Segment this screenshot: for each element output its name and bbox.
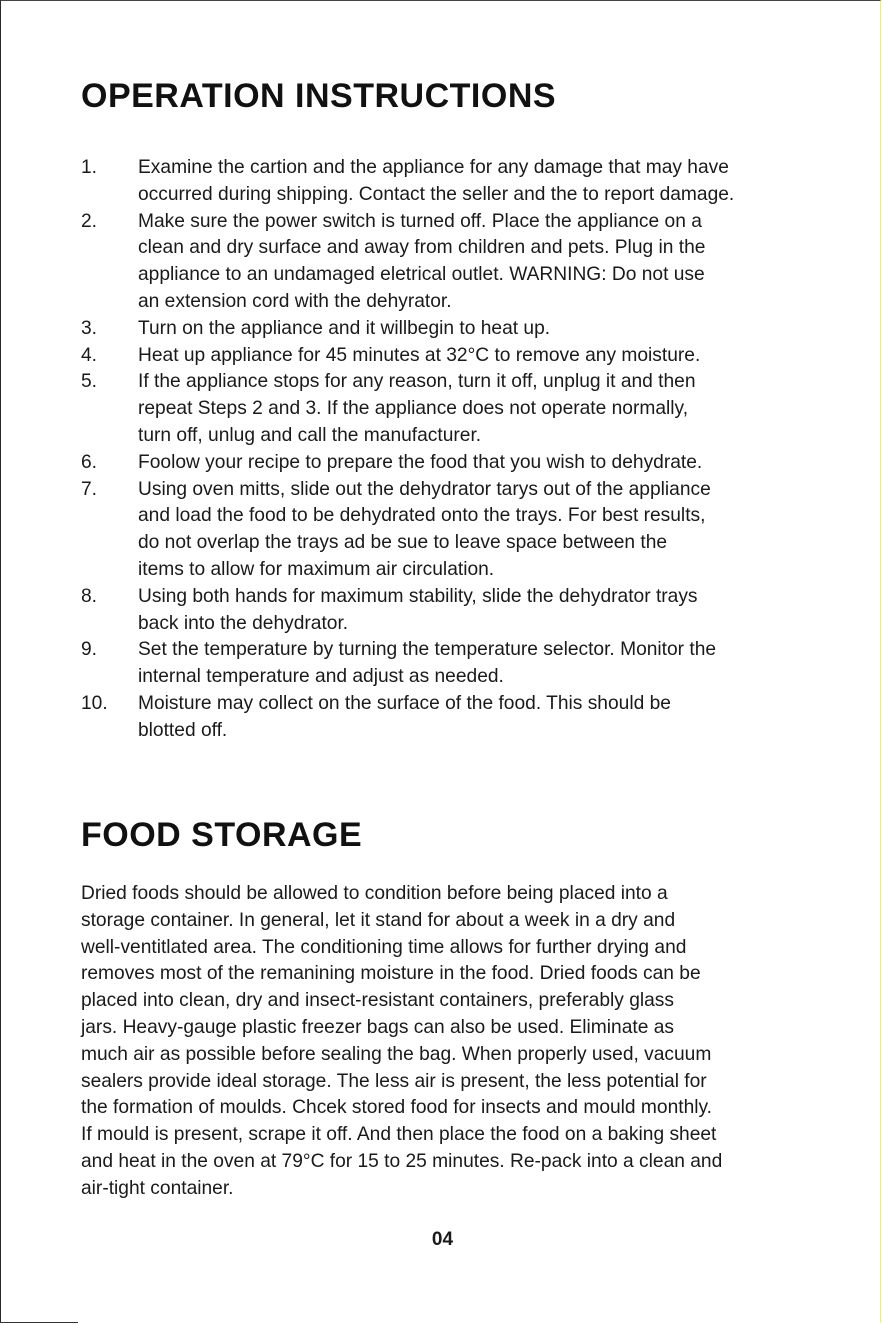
storage-text-line: air-tight container. <box>81 1177 234 1199</box>
step-text-line: and load the food to be dehydrated onto the trays. For best results, <box>138 505 706 527</box>
step-item <box>81 155 821 209</box>
storage-text-line: removes most of the remanining moisture in the food. Dried foods can be <box>81 963 701 985</box>
step-text-line: blotted off. <box>138 719 228 741</box>
step-text-line: Foolow your recipe to prepare the food that you wish to dehydrate. <box>138 451 703 473</box>
step-text-line: turn off, unlug and call the manufacturer. <box>138 424 482 446</box>
step-number: 4. <box>81 344 98 366</box>
food-storage-title: FOOD STORAGE <box>81 816 363 854</box>
step-number: 5. <box>81 371 98 393</box>
operation-title: OPERATION INSTRUCTIONS <box>81 77 557 115</box>
step-item <box>81 450 821 477</box>
step-item <box>81 209 821 316</box>
page-number: 04 <box>431 1229 454 1250</box>
step-item <box>81 584 821 638</box>
food-storage-paragraph <box>81 881 821 1203</box>
step-text-line: Examine the cartion and the appliance for any damage that may have <box>138 157 729 178</box>
step-text-line: internal temperature and adjust as needed. <box>138 666 504 688</box>
step-text-line: If the appliance stops for any reason, turn it off, unplug it and then <box>138 371 696 393</box>
step-text-line: an extension cord with the dehyrator. <box>138 290 452 312</box>
storage-text-line: much air as possible before sealing the bag. When properly used, vacuum <box>81 1043 712 1065</box>
storage-text-line: sealers provide ideal storage. The less air is present, the less potential for <box>81 1070 707 1092</box>
storage-text-line: the formation of moulds. Chcek stored food for insects and mould monthly. <box>81 1097 713 1119</box>
storage-text-line: placed into clean, dry and insect-resistant containers, preferably glass <box>81 990 674 1012</box>
step-number: 1. <box>81 157 98 178</box>
step-number: 7. <box>81 478 98 500</box>
operation-steps-list <box>81 155 821 745</box>
storage-text-line: well-ventitlated area. The conditioning time allows for further drying and <box>81 936 687 958</box>
step-item <box>81 477 821 584</box>
step-number: 3. <box>81 317 98 339</box>
step-item <box>81 369 821 449</box>
step-text-line: do not overlap the trays ad be sue to leave space between the <box>138 532 668 554</box>
step-number: 6. <box>81 451 98 473</box>
storage-text-line: storage container. In general, let it stand for about a week in a dry and <box>81 909 676 931</box>
step-text-line: Turn on the appliance and it willbegin to heat up. <box>138 317 551 339</box>
storage-text-line: and heat in the oven at 79°C for 15 to 25 minutes. Re-pack into a clean and <box>81 1150 723 1172</box>
step-number: 10. <box>81 692 108 714</box>
step-text-line: Set the temperature by turning the temperature selector. Monitor the <box>138 639 717 661</box>
step-text-line: items to allow for maximum air circulation. <box>138 558 495 580</box>
step-text-line: back into the dehydrator. <box>138 612 349 634</box>
step-item <box>81 637 821 691</box>
storage-text-line: jars. Heavy-gauge plastic freezer bags can also be used. Eliminate as <box>81 1016 674 1038</box>
step-text-line: Using oven mitts, slide out the dehydrator tarys out of the appliance <box>138 478 711 500</box>
step-text-line: appliance to an undamaged eletrical outlet. WARNING: Do not use <box>138 264 705 286</box>
storage-text-line: If mould is present, scrape it off. And then place the food on a baking sheet <box>81 1124 717 1146</box>
step-text-line: Moisture may collect on the surface of the food. This should be <box>138 692 671 714</box>
step-text-line: Make sure the power switch is turned off. Place the appliance on a <box>138 210 702 232</box>
step-text-line: repeat Steps 2 and 3. If the appliance does not operate normally, <box>138 398 689 420</box>
bottom-rule <box>0 1322 78 1323</box>
step-number: 9. <box>81 639 98 661</box>
storage-text-line: Dried foods should be allowed to condition before being placed into a <box>81 883 668 904</box>
step-number: 2. <box>81 210 98 232</box>
step-text-line: Heat up appliance for 45 minutes at 32°C to remove any moisture. <box>138 344 701 366</box>
step-text-line: occurred during shipping. Contact the seller and the to report damage. <box>138 183 735 205</box>
step-number: 8. <box>81 585 98 607</box>
step-item <box>81 691 821 745</box>
step-text-line: Using both hands for maximum stability, slide the dehydrator trays <box>138 585 698 607</box>
step-item <box>81 316 821 343</box>
step-text-line: clean and dry surface and away from children and pets. Plug in the <box>138 237 706 259</box>
step-item <box>81 343 821 370</box>
